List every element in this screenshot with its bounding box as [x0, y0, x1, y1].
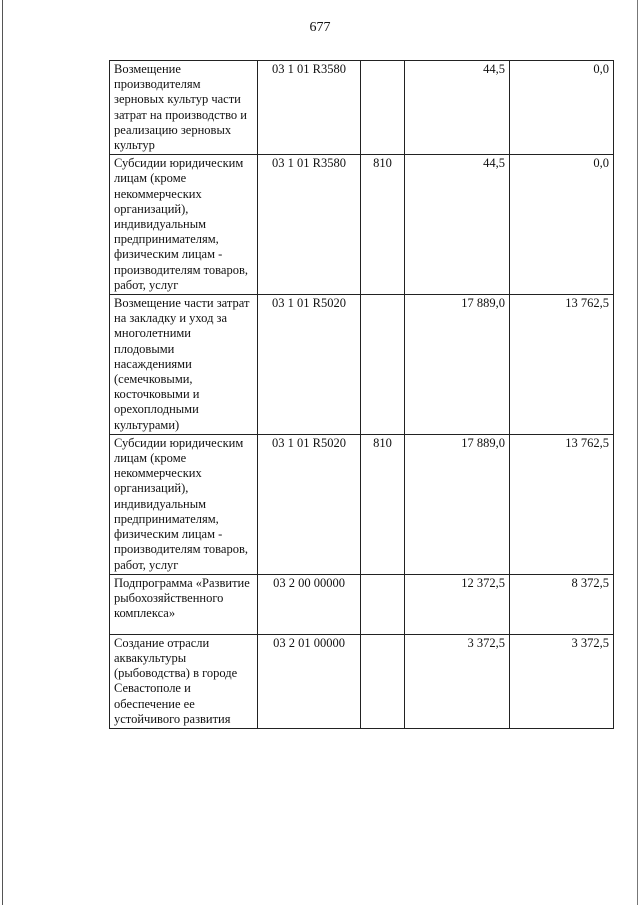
item-name-cell: Подпрограмма «Развитие рыбохозяйственного комплекса»	[110, 574, 258, 634]
classification-code-cell: 03 1 01 R3580	[258, 61, 361, 155]
table-row	[110, 634, 614, 728]
expense-type-cell: 810	[361, 434, 405, 574]
amount-cell-1: 44,5	[405, 155, 510, 295]
table-row	[110, 155, 614, 295]
amount-cell-2: 3 372,5	[510, 634, 614, 728]
item-name-cell: Возмещение производителям зерновых культур части затрат на производство и реализацию зерновых культур	[110, 61, 258, 155]
amount-cell-2: 13 762,5	[510, 295, 614, 435]
scan-edge-right	[637, 0, 638, 905]
amount-cell-1: 17 889,0	[405, 295, 510, 435]
amount-cell-2: 0,0	[510, 61, 614, 155]
amount-cell-1: 12 372,5	[405, 574, 510, 634]
expense-type-cell	[361, 295, 405, 435]
classification-code-cell: 03 2 00 00000	[258, 574, 361, 634]
classification-code-cell: 03 2 01 00000	[258, 634, 361, 728]
table-row	[110, 295, 614, 435]
item-name-cell: Субсидии юридическим лицам (кроме некоммерческих организаций), индивидуальным предпринимателям, физическим лицам - производителям товаров, работ, услуг	[110, 434, 258, 574]
item-name-cell: Создание отрасли аквакультуры (рыбоводства) в городе Севастополе и обеспечение ее устойчивого развития	[110, 634, 258, 728]
item-name-cell: Субсидии юридическим лицам (кроме некоммерческих организаций), индивидуальным предпринимателям, физическим лицам - производителям товаров, работ, услуг	[110, 155, 258, 295]
expense-type-cell	[361, 634, 405, 728]
amount-cell-1: 3 372,5	[405, 634, 510, 728]
scan-edge-left	[2, 0, 3, 905]
classification-code-cell: 03 1 01 R3580	[258, 155, 361, 295]
amount-cell-1: 44,5	[405, 61, 510, 155]
budget-table	[109, 60, 614, 729]
expense-type-cell: 810	[361, 155, 405, 295]
table-row	[110, 434, 614, 574]
expense-type-cell	[361, 574, 405, 634]
classification-code-cell: 03 1 01 R5020	[258, 295, 361, 435]
classification-code-cell: 03 1 01 R5020	[258, 434, 361, 574]
amount-cell-2: 13 762,5	[510, 434, 614, 574]
amount-cell-1: 17 889,0	[405, 434, 510, 574]
expense-type-cell	[361, 61, 405, 155]
table-row	[110, 574, 614, 634]
item-name-cell: Возмещение части затрат на закладку и уход за многолетними плодовыми насаждениями (семечковыми, косточковыми и орехоплодными культурами)	[110, 295, 258, 435]
amount-cell-2: 8 372,5	[510, 574, 614, 634]
amount-cell-2: 0,0	[510, 155, 614, 295]
page-number: 677	[309, 20, 331, 35]
table-row	[110, 61, 614, 155]
